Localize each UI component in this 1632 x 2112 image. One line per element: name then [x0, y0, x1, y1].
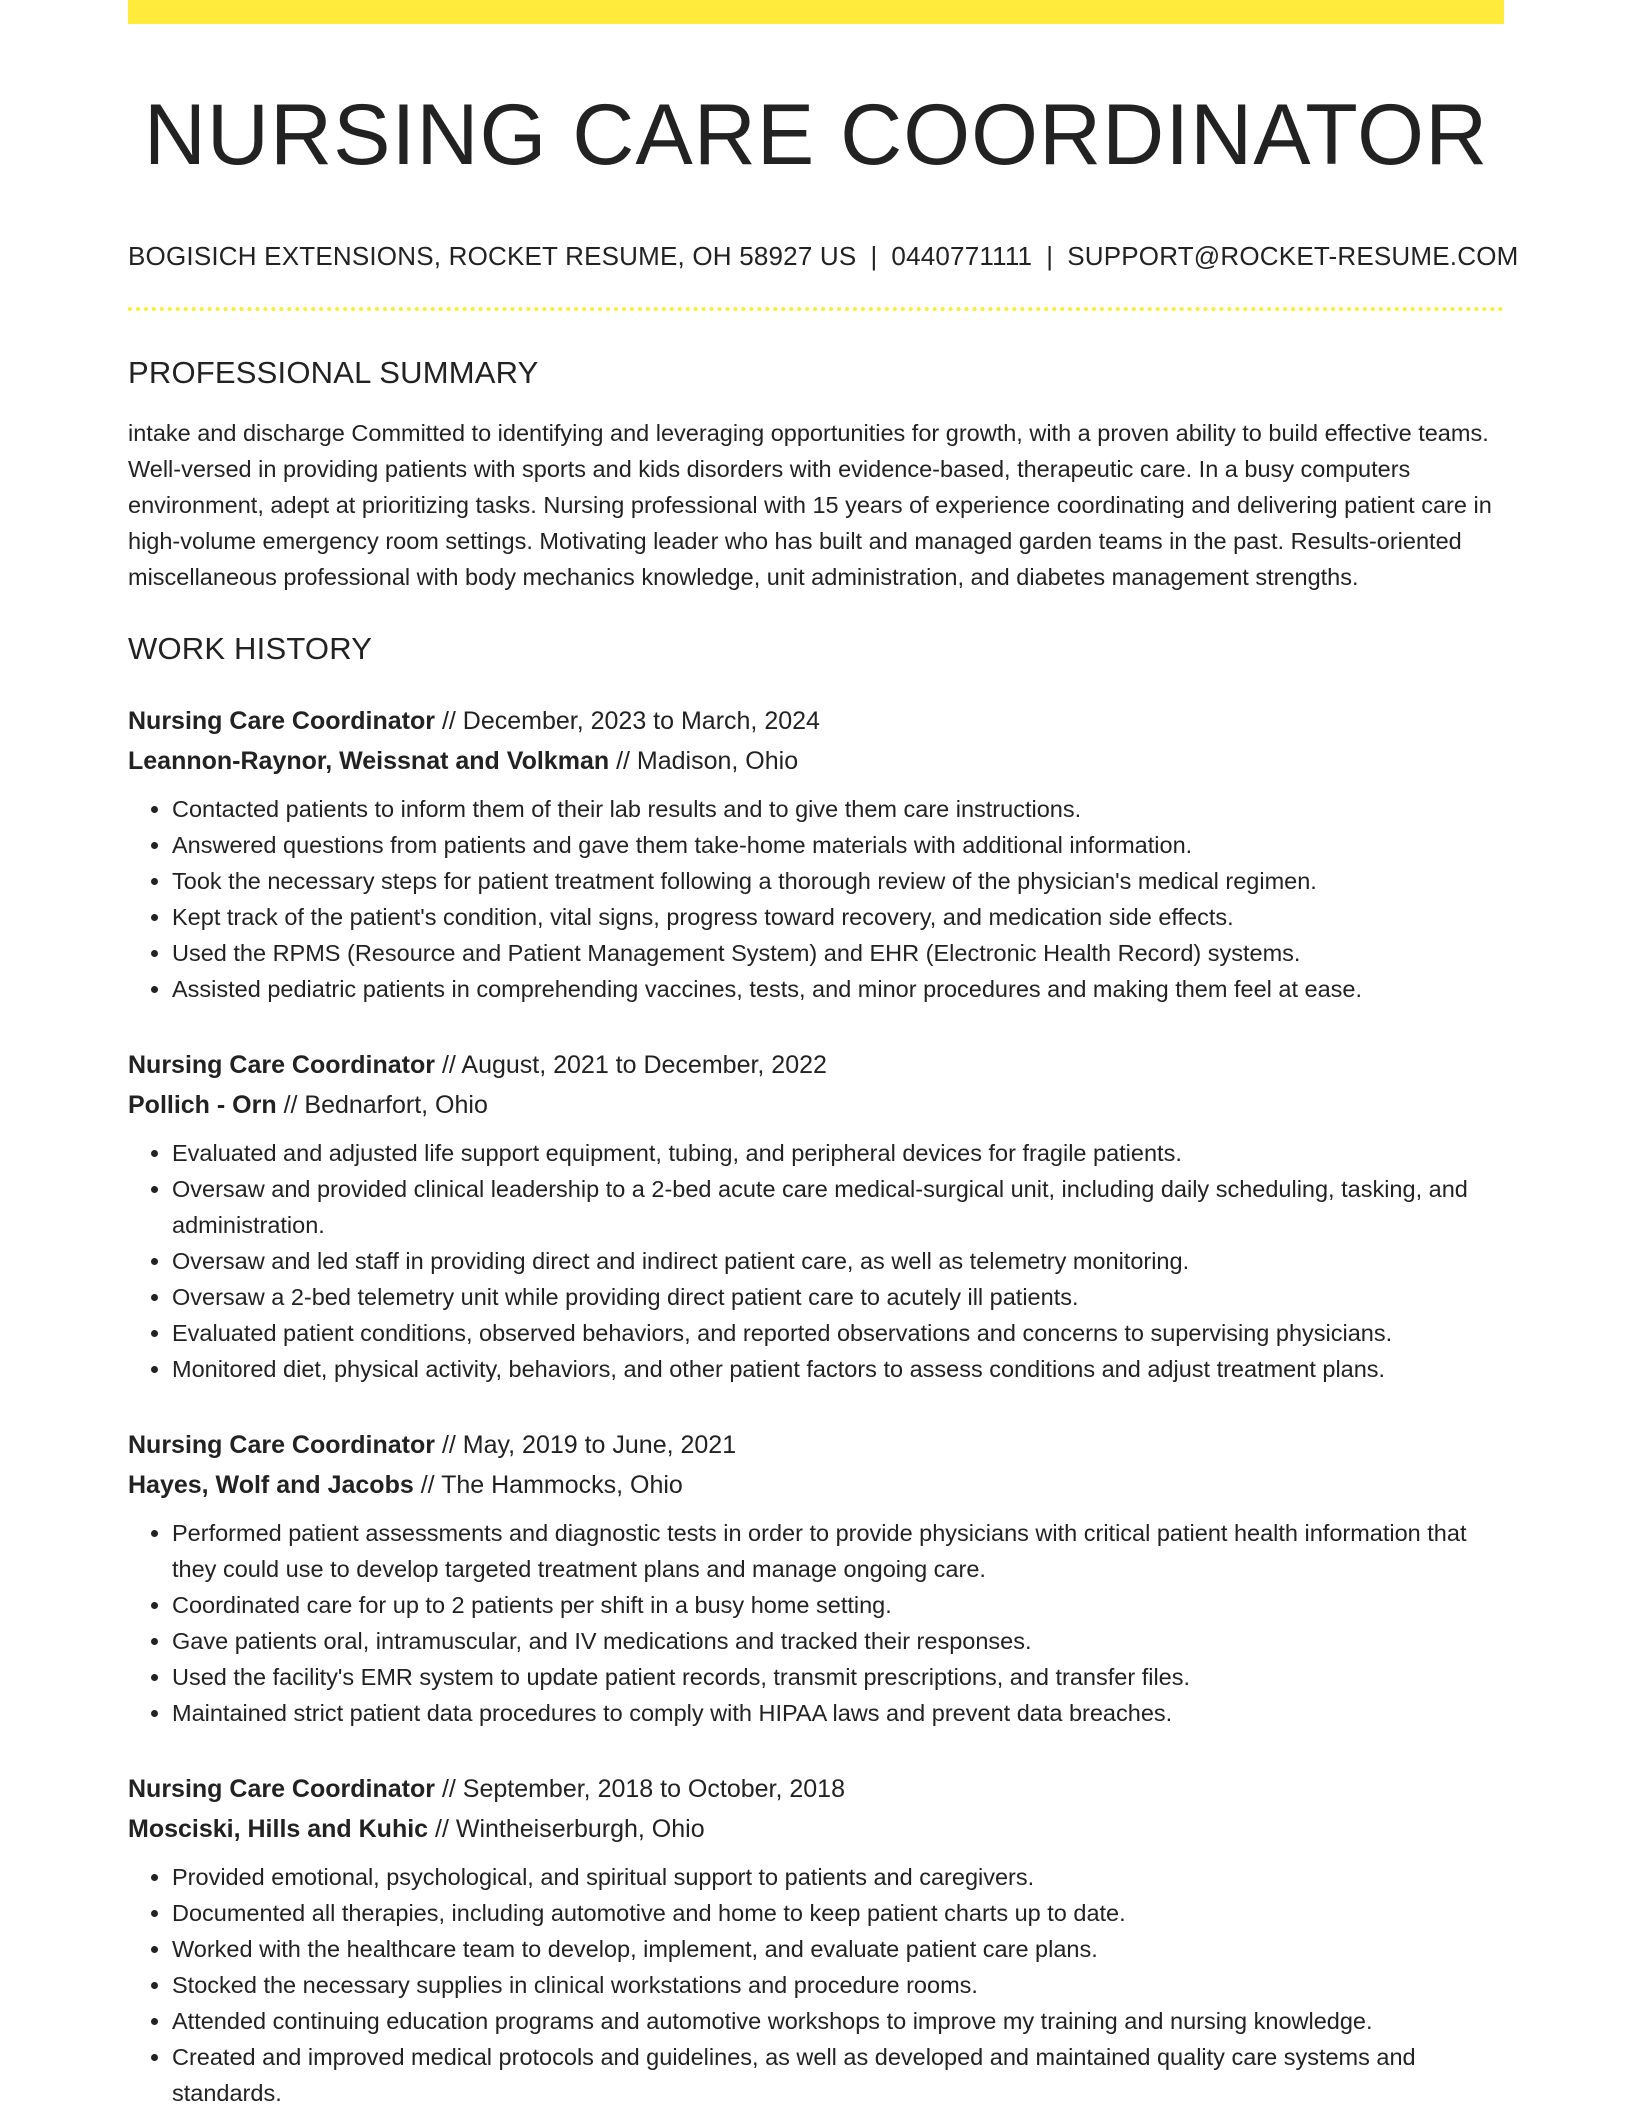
job-bullet: • Performed patient assessments and diagnostic tests in order to provide physicians with critical patient health information that they could use to develop targeted treatment plans and manage ongoing care. — [172, 1515, 1504, 1587]
job-bullet: • Took the necessary steps for patient treatment following a thorough review of the physician's medical regimen. — [172, 863, 1504, 899]
job-location: // The Hammocks, Ohio — [420, 1470, 683, 1499]
job-role-line — [128, 1425, 1504, 1465]
summary-heading: PROFESSIONAL SUMMARY — [128, 354, 539, 390]
job-company: Hayes, Wolf and Jacobs — [128, 1470, 414, 1499]
job-bullet: • Attended continuing education programs and automotive workshops to improve my training and nursing knowledge. — [172, 2003, 1504, 2039]
contact-line — [128, 240, 1519, 272]
job-bullet: • Documented all therapies, including automotive and home to keep patient charts up to date. — [172, 1895, 1504, 1931]
job-role: Nursing Care Coordinator — [128, 1430, 435, 1459]
job-dates: // September, 2018 to October, 2018 — [441, 1774, 845, 1803]
job-location: // Bednarfort, Ohio — [283, 1090, 488, 1119]
job-company-line — [128, 1465, 1504, 1505]
job-company: Mosciski, Hills and Kuhic — [128, 1814, 429, 1843]
job-bullet: • Oversaw a 2-bed telemetry unit while providing direct patient care to acutely ill patients. — [172, 1279, 1504, 1315]
resume-title: NURSING CARE COORDINATOR — [143, 87, 1489, 183]
job-company: Pollich - Orn — [128, 1090, 277, 1119]
job-bullet: • Evaluated and adjusted life support equipment, tubing, and peripheral devices for fragile patients. — [172, 1135, 1504, 1171]
job-dates: // August, 2021 to December, 2022 — [441, 1050, 827, 1079]
job-bullets — [128, 1859, 1504, 2111]
job-role: Nursing Care Coordinator — [128, 1050, 435, 1079]
job-company-line — [128, 741, 1504, 781]
job-bullet: • Stocked the necessary supplies in clinical workstations and procedure rooms. — [172, 1967, 1504, 2003]
job-dates: // May, 2019 to June, 2021 — [441, 1430, 737, 1459]
summary-text: intake and discharge Committed to identifying and leveraging opportunities for growth, with a proven ability to build effective teams. Well-versed in providing patients with sports and kids disorders with evidence-based, therapeutic care. In a busy computers environment, adept at prioritizing tasks. Nursing professional with 15 years of experience coordinating and delivering patient care in high-volume emergency room settings. Motivating leader who has built and managed garden teams in the past. Results-oriented miscellaneous professional with body mechanics knowledge, unit administration, and diabetes management strengths. — [128, 419, 1492, 590]
job-location: // Madison, Ohio — [616, 746, 799, 775]
job-bullet: • Oversaw and provided clinical leadership to a 2-bed acute care medical-surgical unit, including daily scheduling, tasking, and administration. — [172, 1171, 1504, 1243]
job-bullet: • Contacted patients to inform them of their lab results and to give them care instructions. — [172, 791, 1504, 827]
job-role: Nursing Care Coordinator — [128, 706, 435, 735]
job-location: // Wintheiserburgh, Ohio — [435, 1814, 705, 1843]
job-bullet: • Assisted pediatric patients in comprehending vaccines, tests, and minor procedures and making them feel at ease. — [172, 971, 1504, 1007]
job-entry — [128, 1425, 1504, 1731]
job-bullet: • Used the facility's EMR system to update patient records, transmit prescriptions, and transfer files. — [172, 1659, 1504, 1695]
contact-separator: | — [1046, 240, 1054, 271]
job-bullet: • Gave patients oral, intramuscular, and IV medications and tracked their responses. — [172, 1623, 1504, 1659]
top-accent-bar — [128, 0, 1504, 24]
job-bullet: • Created and improved medical protocols and guidelines, as well as developed and maintained quality care systems and standards. — [172, 2039, 1504, 2111]
job-bullet: • Worked with the healthcare team to develop, implement, and evaluate patient care plans. — [172, 1931, 1504, 1967]
header-divider — [128, 307, 1504, 311]
job-role-line — [128, 1045, 1504, 1085]
job-bullet: • Answered questions from patients and gave them take-home materials with additional information. — [172, 827, 1504, 863]
job-bullet: • Kept track of the patient's condition, vital signs, progress toward recovery, and medication side effects. — [172, 899, 1504, 935]
contact-address: BOGISICH EXTENSIONS, ROCKET RESUME, OH 58927 US — [128, 240, 857, 271]
job-bullets — [128, 1515, 1504, 1731]
job-entry — [128, 701, 1504, 1007]
contact-separator: | — [870, 240, 878, 271]
contact-email: SUPPORT@ROCKET-RESUME.COM — [1067, 240, 1519, 271]
job-entry — [128, 1769, 1504, 2111]
job-bullet: • Monitored diet, physical activity, behaviors, and other patient factors to assess conditions and adjust treatment plans. — [172, 1351, 1504, 1387]
job-company: Leannon-Raynor, Weissnat and Volkman — [128, 746, 610, 775]
job-dates: // December, 2023 to March, 2024 — [441, 706, 820, 735]
contact-phone: 0440771111 — [891, 240, 1033, 271]
job-role-line — [128, 1769, 1504, 1809]
job-bullet: • Oversaw and led staff in providing direct and indirect patient care, as well as telemetry monitoring. — [172, 1243, 1504, 1279]
job-bullets — [128, 1135, 1504, 1387]
job-company-line — [128, 1809, 1504, 1849]
job-role-line — [128, 701, 1504, 741]
job-role: Nursing Care Coordinator — [128, 1774, 435, 1803]
work-history-heading: WORK HISTORY — [128, 630, 373, 666]
job-bullet: • Maintained strict patient data procedures to comply with HIPAA laws and prevent data breaches. — [172, 1695, 1504, 1731]
job-entry — [128, 1045, 1504, 1387]
job-bullet: • Coordinated care for up to 2 patients per shift in a busy home setting. — [172, 1587, 1504, 1623]
job-bullet: • Provided emotional, psychological, and spiritual support to patients and caregivers. — [172, 1859, 1504, 1895]
job-bullets — [128, 791, 1504, 1007]
job-bullet: • Used the RPMS (Resource and Patient Management System) and EHR (Electronic Health Record) systems. — [172, 935, 1504, 971]
job-company-line — [128, 1085, 1504, 1125]
job-bullet: • Evaluated patient conditions, observed behaviors, and reported observations and concerns to supervising physicians. — [172, 1315, 1504, 1351]
resume-page — [128, 0, 1519, 2111]
